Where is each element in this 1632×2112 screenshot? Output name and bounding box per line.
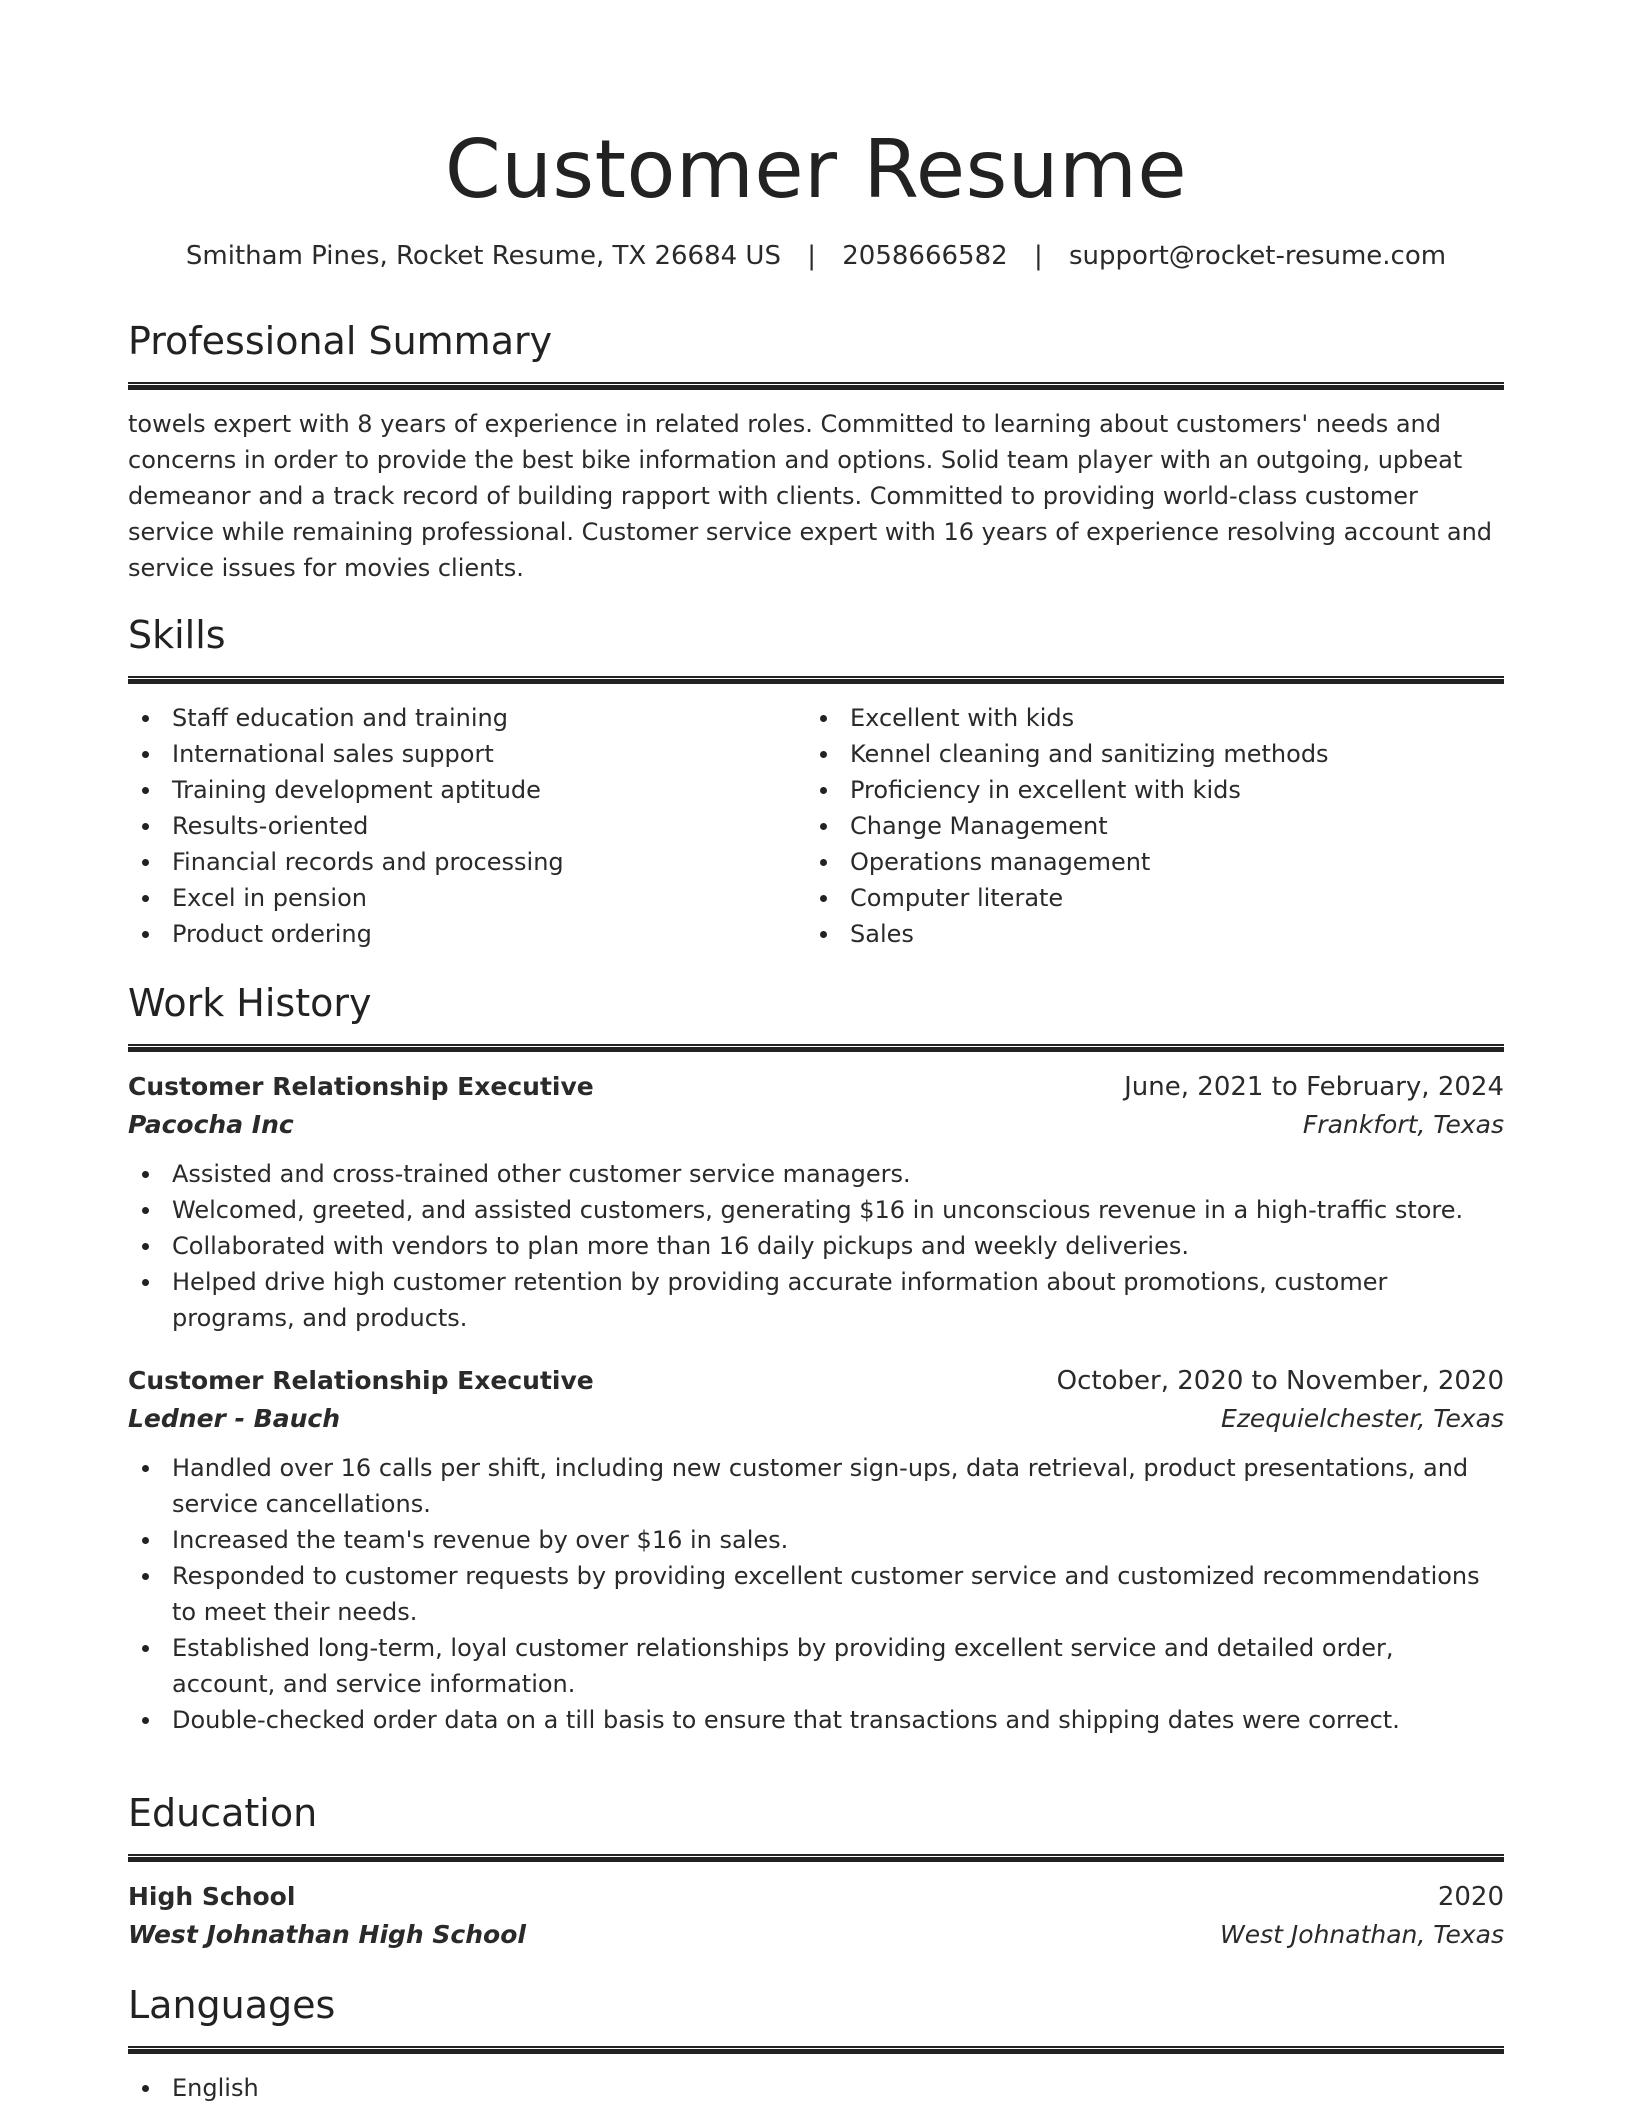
work-history-heading: Work History (128, 981, 372, 1025)
job-title: Customer Relationship Executive (128, 1072, 594, 1101)
summary-text: towels expert with 8 years of experience in related roles. Committed to learning about customers' needs and concerns in order to provide the best bike information and options. Solid team player with an outgoing, upbeat demeanor and a track record of building rapport with clients. Committed to providing world-class customer service while remaining professional. Customer service expert with 16 years of experience resolving account and service issues for movies clients. (128, 410, 1493, 582)
job-duties-list (128, 1450, 1504, 1738)
skill-item: Kennel cleaning and sanitizing methods (806, 736, 1484, 772)
skills-heading: Skills (128, 613, 226, 657)
languages-heading: Languages (128, 1983, 336, 2027)
job-location: Frankfort, Texas (1302, 1110, 1504, 1139)
section-divider (128, 1854, 1504, 1862)
skill-item: International sales support (128, 736, 806, 772)
contact-separator: | (807, 241, 816, 271)
summary-heading: Professional Summary (128, 319, 553, 363)
school-name: West Johnathan High School (128, 1920, 526, 1949)
job-location: Ezequielchester, Texas (1220, 1404, 1504, 1433)
skill-item: Operations management (806, 844, 1484, 880)
school-location: West Johnathan, Texas (1220, 1920, 1504, 1949)
skills-section (128, 610, 1504, 952)
job-duty: Handled over 16 calls per shift, including new customer sign-ups, data retrieval, product presentations, and service cancellations. (128, 1450, 1504, 1522)
skill-item: Product ordering (128, 916, 806, 952)
section-divider (128, 2046, 1504, 2054)
skill-item: Change Management (806, 808, 1484, 844)
job-duty: Assisted and cross-trained other customer service managers. (128, 1156, 1504, 1192)
job-title: Customer Relationship Executive (128, 1366, 594, 1395)
contact-line (128, 238, 1504, 274)
section-divider (128, 676, 1504, 684)
job-dates: October, 2020 to November, 2020 (1056, 1366, 1504, 1396)
skill-item: Excellent with kids (806, 700, 1484, 736)
job-duties-list (128, 1156, 1504, 1336)
job-duty: Established long-term, loyal customer relationships by providing excellent service and detailed order, account, and service information. (128, 1630, 1504, 1702)
graduation-year: 2020 (1437, 1882, 1504, 1912)
education-section (128, 1788, 1504, 1954)
job-duty: Double-checked order data on a till basis to ensure that transactions and shipping dates were correct. (128, 1702, 1504, 1738)
skill-item: Proficiency in excellent with kids (806, 772, 1484, 808)
job-duty: Increased the team's revenue by over $16 in sales. (128, 1522, 1504, 1558)
job-duty: Welcomed, greeted, and assisted customers, generating $16 in unconscious revenue in a high-traffic store. (128, 1192, 1504, 1228)
skill-item: Sales (806, 916, 1484, 952)
skills-columns (128, 700, 1504, 952)
skill-item: Financial records and processing (128, 844, 806, 880)
company-name: Pacocha Inc (128, 1110, 294, 1139)
skill-item: Training development aptitude (128, 772, 806, 808)
job-duty: Collaborated with vendors to plan more than 16 daily pickups and weekly deliveries. (128, 1228, 1504, 1264)
work-history-section (128, 978, 1504, 1764)
degree-name: High School (128, 1882, 296, 1911)
contact-email: support@rocket-resume.com (1068, 241, 1447, 271)
contact-address: Smitham Pines, Rocket Resume, TX 26684 US (185, 241, 781, 271)
resume-name: Customer Resume (444, 123, 1188, 216)
section-divider (128, 382, 1504, 390)
education-heading: Education (128, 1791, 318, 1835)
skill-item: Results-oriented (128, 808, 806, 844)
section-divider (128, 1044, 1504, 1052)
skill-item: Staff education and training (128, 700, 806, 736)
company-name: Ledner - Bauch (128, 1404, 340, 1433)
job-duty: Helped drive high customer retention by providing accurate information about promotions, customer programs, and products. (128, 1264, 1504, 1336)
languages-section (128, 1980, 1504, 2106)
contact-phone: 2058666582 (842, 241, 1008, 271)
job-duty: Responded to customer requests by providing excellent customer service and customized recommendations to meet their needs. (128, 1558, 1504, 1630)
job-entry (128, 1068, 1504, 1336)
summary-section (128, 316, 1504, 586)
skills-right-list (806, 700, 1484, 952)
language-item: English (128, 2070, 1504, 2106)
job-dates: June, 2021 to February, 2024 (1124, 1072, 1504, 1102)
contact-separator: | (1033, 241, 1043, 271)
skill-item: Computer literate (806, 880, 1484, 916)
languages-list (128, 2070, 1504, 2106)
skills-left-list (128, 700, 806, 952)
job-entry (128, 1362, 1504, 1738)
skill-item: Excel in pension (128, 880, 806, 916)
resume-page (128, 0, 1504, 2112)
